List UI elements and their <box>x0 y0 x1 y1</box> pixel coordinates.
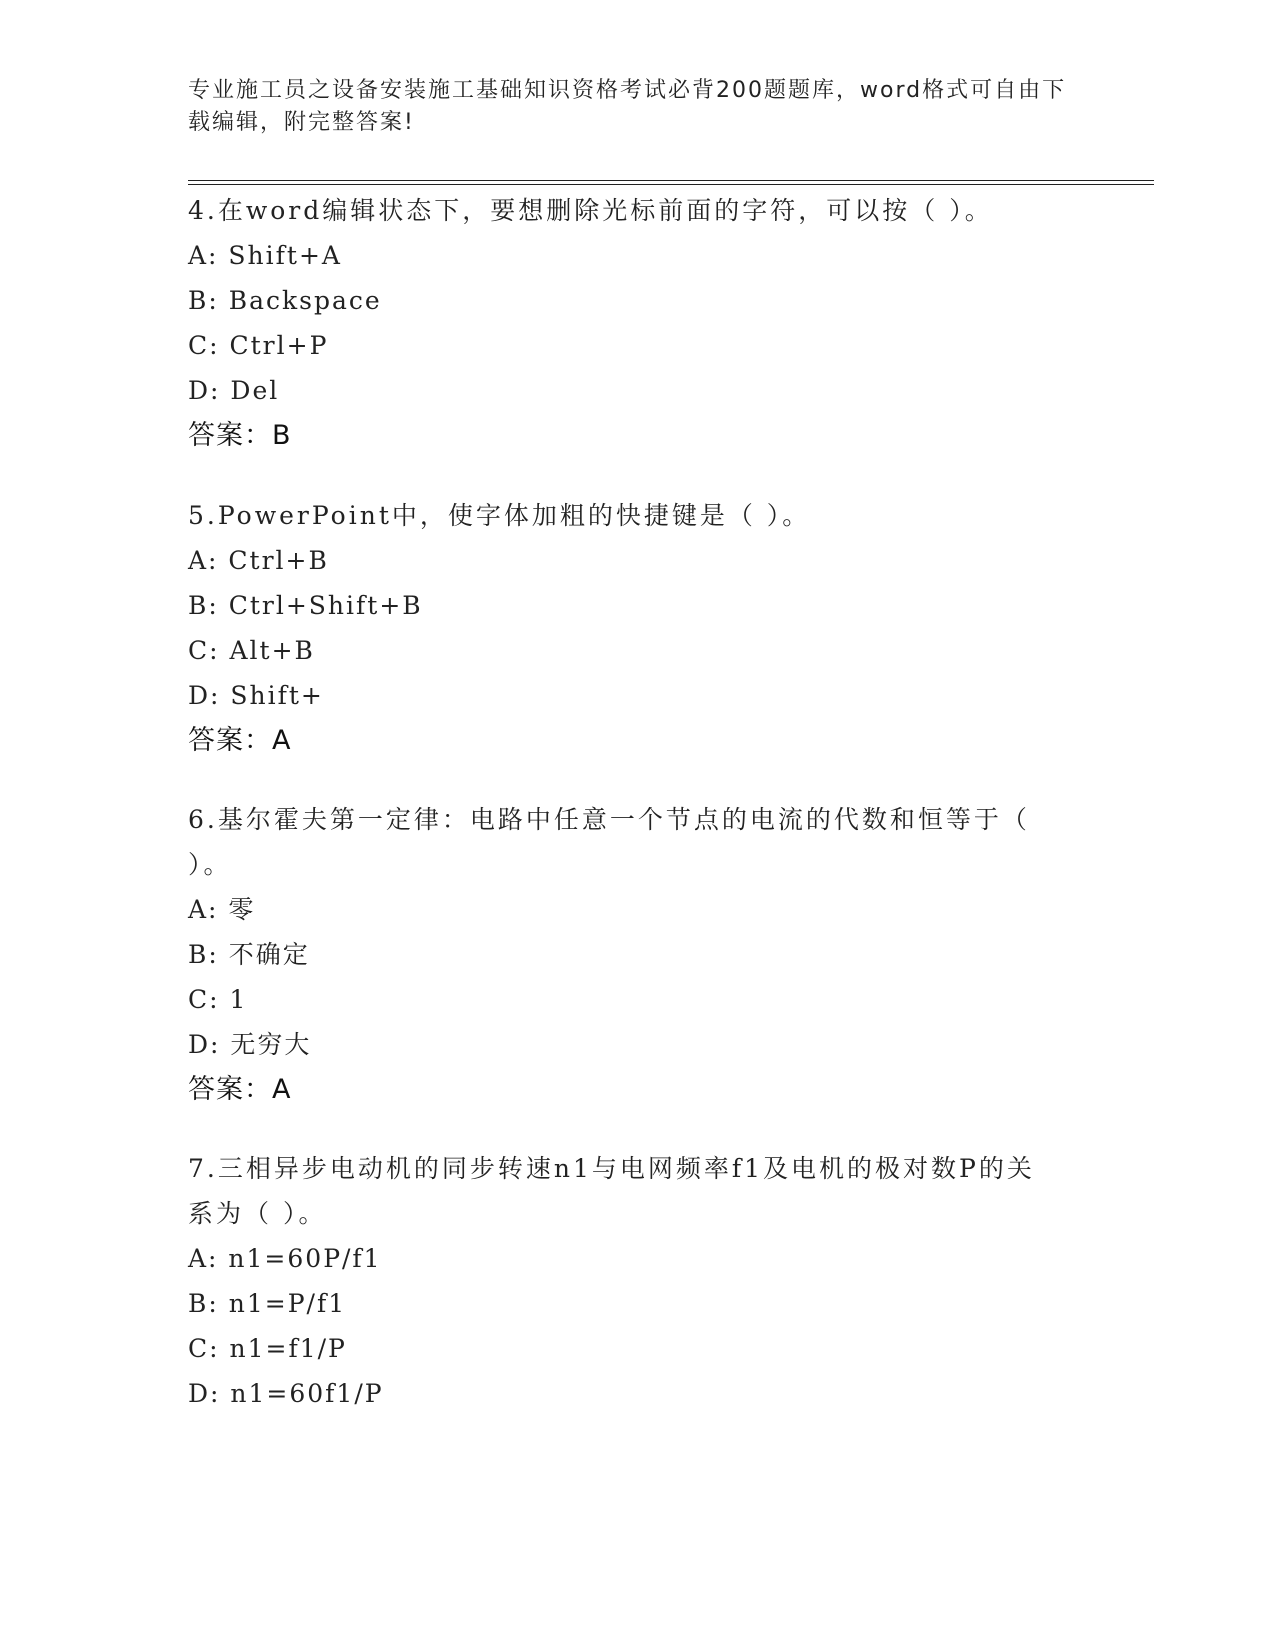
option-c: C: Alt+B <box>188 636 315 665</box>
option-a: A: n1=60P/f1 <box>188 1244 382 1273</box>
question-7 <box>188 1146 1058 1416</box>
header-divider-bottom <box>188 184 1154 185</box>
answer-line: 答案：B <box>188 420 292 451</box>
question-stem: 6.基尔霍夫第一定律：电路中任意一个节点的电流的代数和恒等于（ ）。 <box>188 805 1030 879</box>
option-a: A: 零 <box>188 895 256 924</box>
option-b: B: Ctrl+Shift+B <box>188 591 423 620</box>
option-b: B: n1=P/f1 <box>188 1289 347 1318</box>
option-b: B: 不确定 <box>188 940 310 969</box>
option-a: A: Shift+A <box>188 241 342 270</box>
question-stem: 5.PowerPoint中，使字体加粗的快捷键是（ ）。 <box>188 501 811 530</box>
question-5 <box>188 493 1088 763</box>
question-stem: 7.三相异步电动机的同步转速n1与电网频率f1及电机的极对数P的关系为（ ）。 <box>188 1154 1035 1228</box>
question-stem: 4.在word编辑状态下，要想删除光标前面的字符，可以按（ ）。 <box>188 196 993 225</box>
option-d: D: Shift+ <box>188 681 324 710</box>
option-c: C: n1=f1/P <box>188 1334 347 1363</box>
question-4 <box>188 188 1088 458</box>
answer-line: 答案：A <box>188 1074 292 1105</box>
option-c: C: Ctrl+P <box>188 331 329 360</box>
document-header: 专业施工员之设备安装施工基础知识资格考试必背200题题库，word格式可自由下载编辑，附完整答案! <box>188 78 1067 135</box>
header-divider-top <box>188 180 1154 181</box>
answer-line: 答案：A <box>188 725 292 756</box>
option-d: D: Del <box>188 376 280 405</box>
option-d: D: 无穷大 <box>188 1030 312 1059</box>
option-a: A: Ctrl+B <box>188 546 329 575</box>
option-c: C: 1 <box>188 985 248 1014</box>
option-d: D: n1=60f1/P <box>188 1379 384 1408</box>
option-b: B: Backspace <box>188 286 382 315</box>
question-6 <box>188 797 1058 1112</box>
